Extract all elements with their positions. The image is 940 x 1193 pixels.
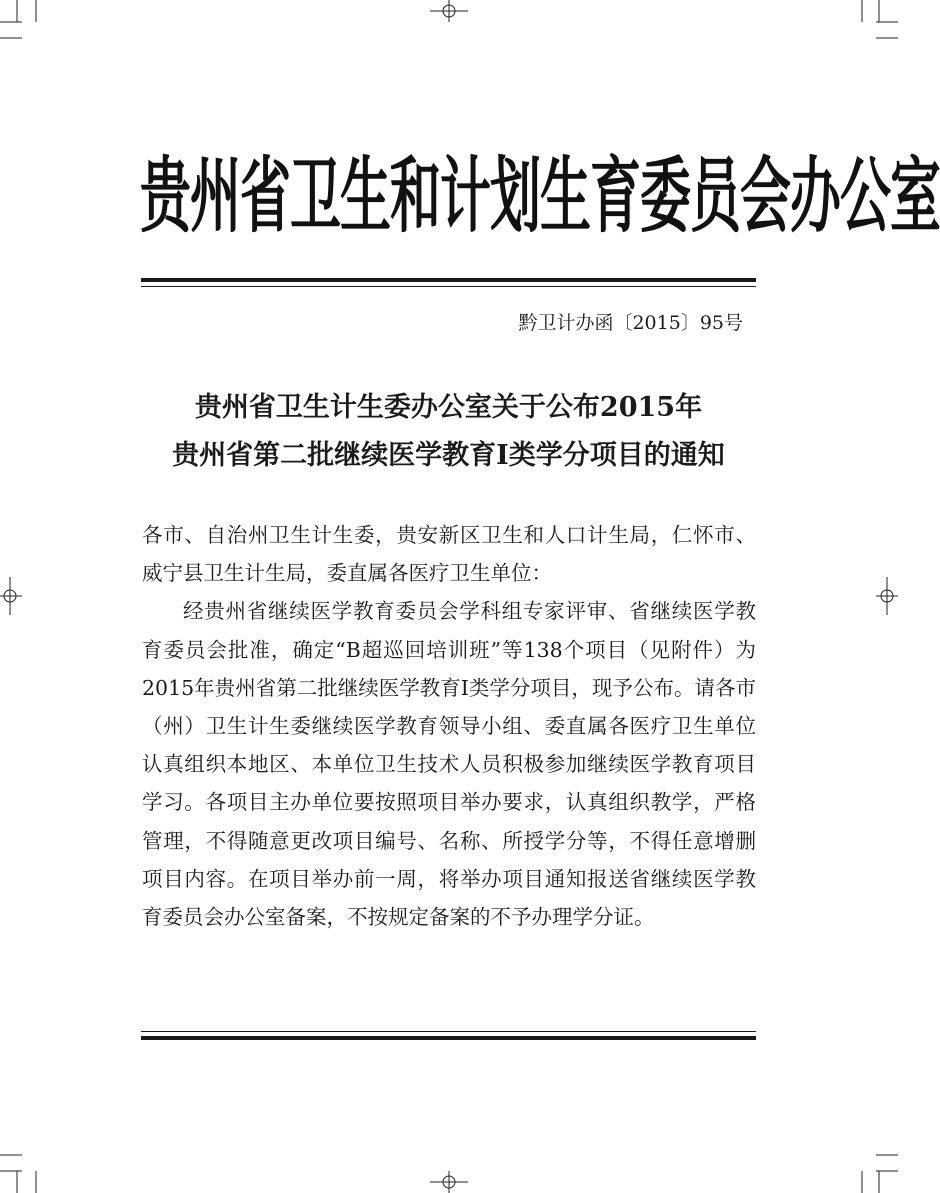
body-paragraph: 经贵州省继续医学教育委员会学科组专家评审、省继续医学教育委员会批准，确定“B超巡回培训班”等138个项目（见附件）为2015年贵州省第二批继续医学教育Ⅰ类学分项目，现予公布。请各市（州）卫生计生委继续医学教育领导小组、委直属各医疗卫生单位认真组织本地区、本单位卫生技术人员积极参加继续医学教育项目学习。各项目主办单位要按照项目举办要求，认真组织教学，严格管理，不得随意更改项目编号、名称、所授学分等，不得任意增删项目内容。在项目举办前一周，将举办项目通知报送省继续医学教育委员会办公室备案，不按规定备案的不予办理学分证。: [142, 599, 756, 930]
notice-title: [141, 384, 756, 480]
addressee: 各市、自治州卫生计生委，贵安新区卫生和人口计生局，仁怀市、威宁县卫生计生局，委直属各医疗卫生单位：: [142, 523, 756, 586]
footer-rule-thin: [141, 1031, 756, 1032]
letterhead-rule-thick: [141, 278, 756, 282]
footer-rule-thick: [141, 1036, 756, 1040]
letterhead-rule-thin: [141, 286, 756, 287]
notice-title-line-1: 贵州省卫生计生委办公室关于公布2015年: [194, 392, 703, 423]
body-text: [142, 516, 756, 936]
notice-title-line-2: 贵州省第二批继续医学教育Ⅰ类学分项目的通知: [172, 440, 725, 471]
document-number: 黔卫计办函〔2015〕95号: [518, 312, 743, 334]
letterhead-title: 贵州省卫生和计划生育委员会办公室: [140, 150, 940, 245]
